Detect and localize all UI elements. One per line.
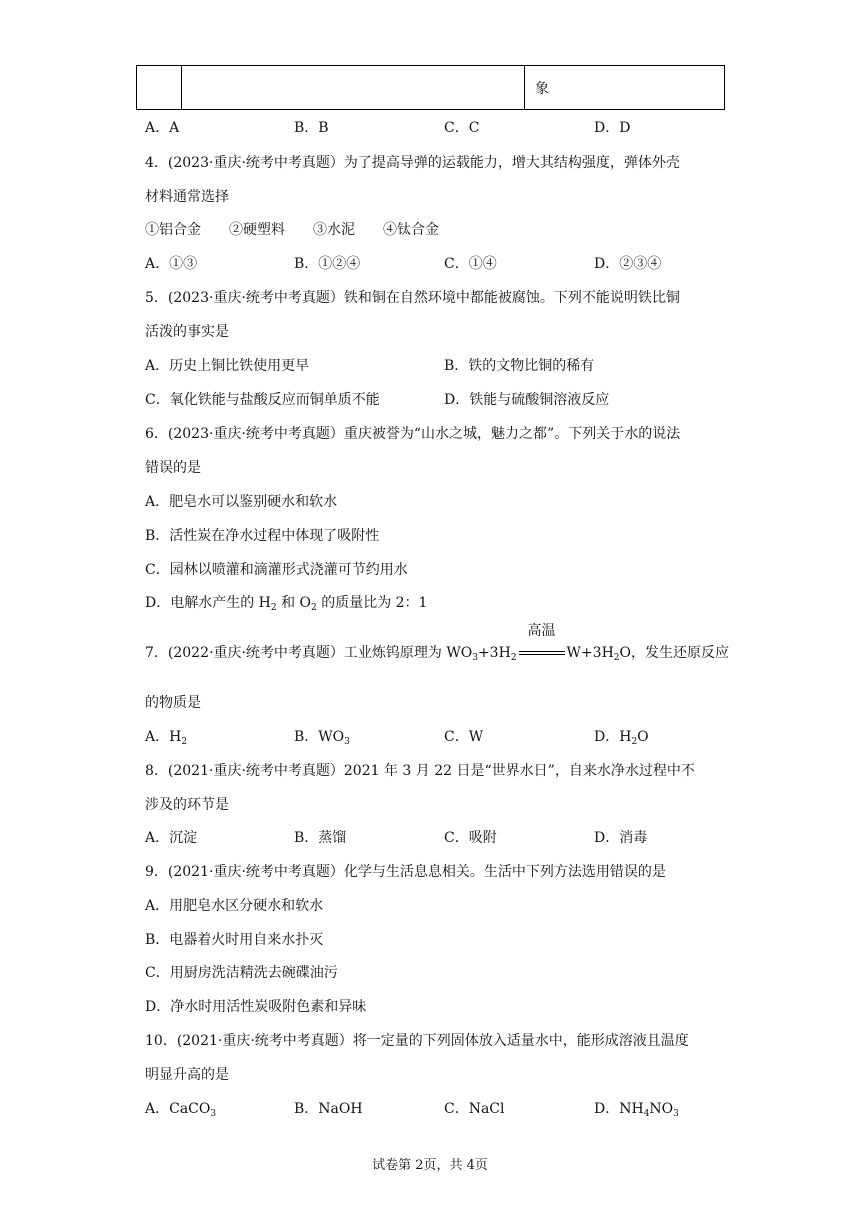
q6-option-b: B．活性炭在净水过程中体现了吸附性 xyxy=(145,528,380,544)
q5-option-c: C．氧化铁能与盐酸反应而铜单质不能 xyxy=(145,392,380,408)
table-cell xyxy=(137,66,182,110)
q8-stem-line2: 涉及的环节是 xyxy=(145,797,229,813)
q10-option-d: D．$NH_4NO_3$ xyxy=(594,1101,679,1119)
q5-option-b: B．铁的文物比铜的稀有 xyxy=(444,358,595,374)
q4-option-b: B．①②④ xyxy=(294,256,361,272)
q8-option-b: B．蒸馏 xyxy=(294,830,347,846)
page-footer: 试卷第 2页，共 4页 xyxy=(372,1158,488,1173)
q5-stem-line1: 5．(2023·重庆·统考中考真题）铁和铜在自然环境中都能被腐蚀。下列不能说明铁比铜 xyxy=(145,290,680,306)
q7-stem-line1: 7．(2022·重庆·统考中考真题）工业炼钨原理为 $WO_3+3H_2$ 高温 $W+3H_2O$，发生还原反应 xyxy=(145,623,730,663)
q6-option-a: A．肥皂水可以鉴别硬水和软水 xyxy=(145,494,338,510)
q7-option-a: A．$H_2$ xyxy=(145,729,188,747)
q4-option-d: D．②③④ xyxy=(594,256,662,272)
equals-sign xyxy=(519,651,565,655)
q10-stem-line2: 明显升高的是 xyxy=(145,1067,229,1083)
q10-option-b: B．NaOH xyxy=(294,1101,363,1117)
q8-stem-line1: 8．(2021·重庆·统考中考真题）2021 年 3 月 22 日是“世界水日”，自来水净水过程中不 xyxy=(145,763,695,779)
q7-option-c: C．W xyxy=(444,729,484,745)
q6-stem-line1: 6．(2023·重庆·统考中考真题）重庆被誉为“山水之城，魅力之都”。下列关于水的说法 xyxy=(145,426,681,442)
q5-stem-line2: 活泼的事实是 xyxy=(145,324,229,340)
q6-option-d: D．电解水产生的 $H_2$ 和 $O_2$ 的质量比为 2：1 xyxy=(145,595,428,613)
q3-option-b: B．B xyxy=(294,120,329,136)
q8-option-c: C．吸附 xyxy=(444,830,497,846)
q4-stem-line1: 4．(2023·重庆·统考中考真题）为了提高导弹的运载能力，增大其结构强度，弹体外壳 xyxy=(145,155,680,171)
reaction-condition-arrow xyxy=(517,623,567,663)
q6-stem-line2: 错误的是 xyxy=(145,460,201,476)
q3-option-c: C．C xyxy=(444,120,480,136)
q7-option-b: B．$WO_3$ xyxy=(294,729,350,747)
q9-option-b: B．电器着火时用自来水扑灭 xyxy=(145,932,324,948)
q8-option-a: A．沉淀 xyxy=(145,830,198,846)
q4-option-c: C．①④ xyxy=(444,256,497,272)
q4-items: ①铝合金 ②硬塑料 ③水泥 ④钛合金 xyxy=(145,222,439,238)
q3-option-d: D．D xyxy=(594,120,631,136)
table-cell xyxy=(182,66,525,110)
q5-option-a: A．历史上铜比铁使用更早 xyxy=(145,358,310,374)
q5-option-d: D．铁能与硫酸铜溶液反应 xyxy=(444,392,610,408)
q7-stem-line2: 的物质是 xyxy=(145,695,201,711)
q9-option-d: D．净水时用活性炭吸附色素和异味 xyxy=(145,999,367,1015)
q3-option-a: A．A xyxy=(145,120,180,136)
q4-option-a: A．①③ xyxy=(145,256,198,272)
q10-stem-line1: 10．(2021·重庆·统考中考真题）将一定量的下列固体放入适量水中，能形成溶液且温度 xyxy=(145,1033,689,1049)
q4-stem-line2: 材料通常选择 xyxy=(145,189,229,205)
q9-option-a: A．用肥皂水区分硬水和软水 xyxy=(145,898,324,914)
q10-option-c: C．NaCl xyxy=(444,1101,505,1117)
q8-option-d: D．消毒 xyxy=(594,830,648,846)
q9-option-c: C．用厨房洗洁精洗去碗碟油污 xyxy=(145,965,338,981)
table-cell: 象 xyxy=(525,66,725,110)
reaction-condition: 高温 xyxy=(527,623,556,639)
q7-option-d: D．$H_2O$ xyxy=(594,729,649,747)
q6-option-c: C．园林以喷灌和滴灌形式浇灌可节约用水 xyxy=(145,562,408,578)
q10-option-a: A．CaCO$_3$ xyxy=(145,1101,217,1119)
q9-stem-line1: 9．(2021·重庆·统考中考真题）化学与生活息息相关。生活中下列方法选用错误的是 xyxy=(145,864,666,880)
answer-table-fragment xyxy=(136,65,725,110)
